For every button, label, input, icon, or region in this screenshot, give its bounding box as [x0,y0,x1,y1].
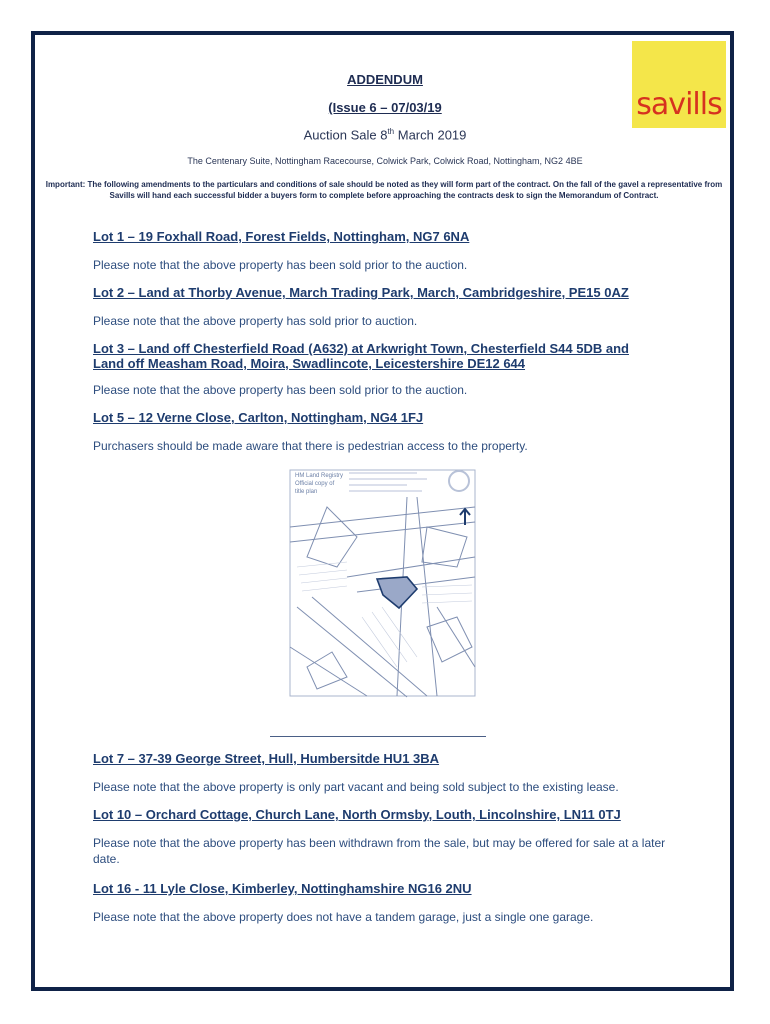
map-title-line-2: Official copy of [295,481,335,487]
venue-address: The Centenary Suite, Nottingham Racecourse, Colwick Park, Colwick Road, Nottingham, NG2 4BE [187,156,583,166]
map-title-line-1: HM Land Registry [295,473,344,479]
lot-1-note: Please note that the above property has been sold prior to the auction. [93,258,468,272]
lot-10-note: Please note that the above property has been withdrawn from the sale, but may be offered for sale at a later date. [93,836,666,866]
lot-7-note: Please note that the above property is only part vacant and being sold subject to the existing lease. [93,780,619,794]
lot-2-note: Please note that the above property has sold prior to auction. [93,314,418,328]
map-title-line-3: title plan [295,489,318,495]
lot-10-heading: Lot 10 – Orchard Cottage, Church Lane, North Ormsby, Louth, Lincolnshire, LN11 0TJ [93,807,621,822]
lot-16-heading: Lot 16 - 11 Lyle Close, Kimberley, Nottinghamshire NG16 2NU [93,881,472,896]
title-plan-map [287,467,478,699]
document-title: ADDENDUM [347,72,423,87]
lot-5-heading: Lot 5 – 12 Verne Close, Carlton, Nottingham, NG4 1FJ [93,410,424,425]
important-notice: Important: The following amendments to the particulars and conditions of sale should be noted as they will form part of the contract. On the fall of the gavel a representative from Savills will hand each successful bidder a buyers form to complete before approaching the contracts desk to sign the Memorandum of Contract. [45,180,723,200]
auction-date [40,127,730,142]
map-divider [270,736,486,737]
lot-3-heading: Lot 3 – Land off Chesterfield Road (A632) at Arkwright Town, Chesterfield S44 5DB and Land off Measham Road, Moira, Swadlincote, Leicestershire DE12 644 [93,341,629,371]
lot-7-heading: Lot 7 – 37-39 George Street, Hull, Humbersitde HU1 3BA [93,751,440,766]
issue-number: (Issue 6 – 07/03/19 [328,100,442,115]
lot-2-heading: Lot 2 – Land at Thorby Avenue, March Trading Park, March, Cambridgeshire, PE15 0AZ [93,285,629,300]
auction-date-prefix: Auction Sale 8 [303,127,388,143]
lot-16-note: Please note that the above property does not have a tandem garage, just a single one garage. [93,910,594,924]
lot-5-note: Purchasers should be made aware that there is pedestrian access to the property. [93,439,528,453]
map-drawing [287,467,478,699]
lot-1-heading: Lot 1 – 19 Foxhall Road, Forest Fields, Nottingham, NG7 6NA [93,229,470,244]
lot-3-note: Please note that the above property has been sold prior to the auction. [93,383,468,397]
auction-date-sup: th [387,127,395,136]
logo-text: savills [636,87,722,122]
auction-date-suffix: March 2019 [394,127,467,143]
